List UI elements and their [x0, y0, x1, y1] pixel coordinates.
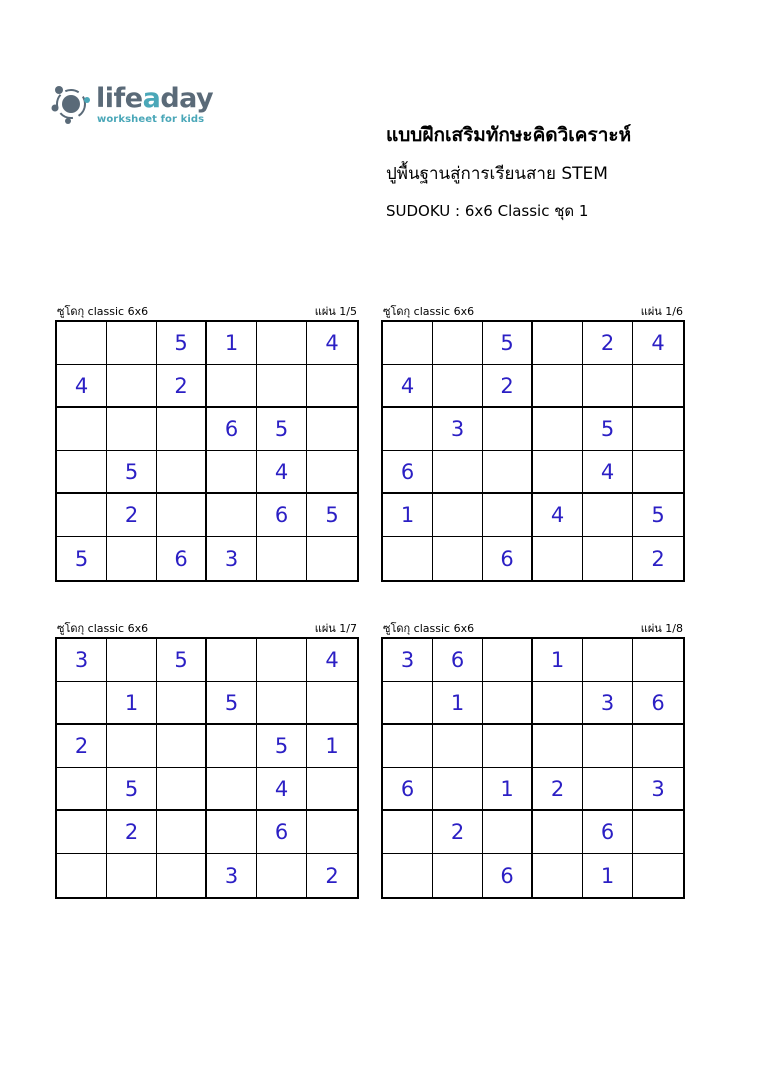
- sudoku-cell: 4: [583, 451, 633, 494]
- sudoku-cell: [433, 451, 483, 494]
- sudoku-cell: [107, 854, 157, 897]
- sudoku-cell: [433, 537, 483, 580]
- sudoku-cell: [57, 451, 107, 494]
- sudoku-cell: 6: [583, 811, 633, 854]
- sudoku-cell: [383, 854, 433, 897]
- sudoku-cell: [533, 725, 583, 768]
- sudoku-cell: [157, 854, 207, 897]
- sudoku-cell: 4: [57, 365, 107, 408]
- sudoku-cell: [583, 537, 633, 580]
- sudoku-cell: [433, 854, 483, 897]
- sudoku-cell: [433, 365, 483, 408]
- puzzle-sheet-number: แผ่น 1/5: [314, 305, 357, 318]
- sudoku-cell: 5: [257, 725, 307, 768]
- puzzle-sheet-number: แผ่น 1/7: [314, 622, 357, 635]
- sudoku-cell: [57, 768, 107, 811]
- sudoku-cell: [533, 408, 583, 451]
- sudoku-cell: [107, 322, 157, 365]
- sudoku-cell: 3: [383, 639, 433, 682]
- sudoku-cell: 6: [433, 639, 483, 682]
- sudoku-cell: [633, 854, 683, 897]
- sudoku-cell: [257, 639, 307, 682]
- sudoku-cell: [633, 451, 683, 494]
- sudoku-cell: [307, 451, 357, 494]
- sudoku-cell: 2: [433, 811, 483, 854]
- sudoku-cell: 6: [483, 537, 533, 580]
- sudoku-cell: 3: [433, 408, 483, 451]
- sudoku-cell: [433, 322, 483, 365]
- sudoku-cell: [633, 639, 683, 682]
- sudoku-cell: 2: [325, 863, 339, 888]
- sudoku-cell: [257, 322, 307, 365]
- sudoku-cell: 5: [207, 682, 257, 725]
- sudoku-cell: 2: [533, 768, 583, 811]
- sudoku-cell: 6: [157, 537, 207, 580]
- puzzle-caption: [381, 304, 684, 320]
- sudoku-cell: [533, 322, 583, 365]
- sudoku-cell: [157, 768, 207, 811]
- sudoku-cell: [383, 811, 433, 854]
- sudoku-cell: [207, 639, 257, 682]
- puzzle-label: ซูโดกุ classic 6x6: [383, 305, 475, 318]
- sudoku-cell: [483, 811, 533, 854]
- sudoku-cell: [483, 408, 533, 451]
- sudoku-cell: [207, 451, 257, 494]
- sudoku-cell: [483, 682, 533, 725]
- sudoku-cell: [257, 682, 307, 725]
- sudoku-cell: 2: [651, 546, 665, 571]
- sudoku-cell: [533, 854, 583, 897]
- logo-tagline: worksheet for kids: [97, 114, 205, 125]
- sudoku-cell: 5: [107, 451, 157, 494]
- sudoku-cell: [107, 537, 157, 580]
- sudoku-cell: [307, 365, 357, 408]
- puzzle-sheet-number: แผ่น 1/8: [640, 622, 683, 635]
- sudoku-cell: 2: [107, 811, 157, 854]
- sudoku-cell: [533, 365, 583, 408]
- sudoku-cell: [207, 768, 257, 811]
- sudoku-cell: 1: [383, 494, 433, 537]
- sudoku-cell: 3: [633, 768, 683, 811]
- sudoku-cell: [583, 639, 633, 682]
- sudoku-cell: 6: [383, 451, 433, 494]
- sudoku-cell: 6: [207, 408, 257, 451]
- sudoku-cell: [257, 365, 307, 408]
- sudoku-cell: [483, 725, 533, 768]
- molecule-logo-icon: [50, 82, 92, 124]
- sudoku-puzzle: [55, 621, 358, 899]
- sudoku-cell: [583, 725, 633, 768]
- sudoku-cell: 4: [257, 451, 307, 494]
- sudoku-cell: 1: [533, 639, 583, 682]
- sudoku-cell: [583, 365, 633, 408]
- sudoku-cell: 1: [307, 725, 357, 768]
- sudoku-cell: [307, 537, 357, 580]
- worksheet-set-label: SUDOKU : 6x6 Classic ชุด 1: [386, 202, 589, 220]
- sudoku-cell: 6: [483, 854, 533, 897]
- sudoku-cell: [57, 322, 107, 365]
- sudoku-cell: [633, 408, 683, 451]
- sudoku-cell: 1: [433, 682, 483, 725]
- sudoku-cell: [207, 725, 257, 768]
- sudoku-cell: 3: [57, 639, 107, 682]
- puzzle-label: ซูโดกุ classic 6x6: [57, 305, 149, 318]
- sudoku-cell: [583, 494, 633, 537]
- sudoku-cell: [107, 408, 157, 451]
- sudoku-cell: 2: [107, 494, 157, 537]
- sudoku-cell: 5: [157, 322, 207, 365]
- sudoku-cell: 3: [583, 682, 633, 725]
- sudoku-cell: [57, 408, 107, 451]
- puzzle-caption: [55, 621, 358, 637]
- sudoku-cell: [207, 811, 257, 854]
- sudoku-cell: [207, 494, 257, 537]
- sudoku-cell: [633, 725, 683, 768]
- sudoku-cell: 4: [257, 768, 307, 811]
- sudoku-cell: [433, 768, 483, 811]
- sudoku-cell: 5: [307, 494, 357, 537]
- sudoku-cell: 2: [583, 322, 633, 365]
- sudoku-cell: [257, 854, 307, 897]
- sudoku-cell: [483, 494, 533, 537]
- sudoku-puzzle: [381, 621, 684, 899]
- logo-wordmark: lifeaday: [96, 83, 214, 114]
- sudoku-cell: 4: [307, 639, 357, 682]
- sudoku-cell: [433, 494, 483, 537]
- worksheet-header: [386, 122, 746, 222]
- sudoku-cell: [383, 408, 433, 451]
- sudoku-puzzle: [381, 304, 684, 582]
- sudoku-cell: 5: [483, 322, 533, 365]
- sudoku-cell: 4: [633, 322, 683, 365]
- sudoku-cell: [257, 537, 307, 580]
- sudoku-cell: 5: [57, 537, 107, 580]
- sudoku-cell: 6: [257, 494, 307, 537]
- sudoku-cell: [157, 451, 207, 494]
- sudoku-cell: 2: [57, 725, 107, 768]
- sudoku-cell: 2: [157, 365, 207, 408]
- sudoku-grid: [381, 637, 685, 899]
- sudoku-cell: [533, 451, 583, 494]
- sudoku-cell: 5: [257, 408, 307, 451]
- sudoku-cell: [633, 811, 683, 854]
- sudoku-cell: 3: [207, 537, 257, 580]
- sudoku-cell: [383, 725, 433, 768]
- sudoku-cell: [483, 451, 533, 494]
- sudoku-cell: [533, 811, 583, 854]
- sudoku-cell: [157, 725, 207, 768]
- sudoku-cell: 1: [483, 768, 533, 811]
- sudoku-cell: [107, 365, 157, 408]
- sudoku-grid: [55, 637, 359, 899]
- sudoku-cell: [57, 811, 107, 854]
- sudoku-cell: 6: [633, 682, 683, 725]
- sudoku-cell: [57, 494, 107, 537]
- sudoku-cell: 1: [107, 682, 157, 725]
- puzzle-label: ซูโดกุ classic 6x6: [383, 622, 475, 635]
- sudoku-cell: [383, 537, 433, 580]
- sudoku-grid: [55, 320, 359, 582]
- sudoku-cell: [483, 639, 533, 682]
- sudoku-cell: [583, 768, 633, 811]
- lifeaday-logo: [50, 80, 220, 132]
- sudoku-cell: 4: [383, 365, 433, 408]
- sudoku-cell: [307, 408, 357, 451]
- sudoku-cell: [307, 682, 357, 725]
- puzzle-sheet-number: แผ่น 1/6: [640, 305, 683, 318]
- worksheet-title: แบบฝึกเสริมทักษะคิดวิเคราะห์: [386, 124, 632, 146]
- sudoku-cell: 4: [533, 494, 583, 537]
- sudoku-puzzle: [55, 304, 358, 582]
- sudoku-cell: [157, 408, 207, 451]
- sudoku-cell: [533, 682, 583, 725]
- sudoku-cell: 1: [583, 854, 633, 897]
- sudoku-cell: 4: [307, 322, 357, 365]
- sudoku-cell: [383, 682, 433, 725]
- sudoku-cell: [433, 725, 483, 768]
- sudoku-cell: [157, 494, 207, 537]
- puzzle-caption: [381, 621, 684, 637]
- sudoku-cell: 3: [207, 854, 257, 897]
- sudoku-cell: [633, 365, 683, 408]
- puzzle-label: ซูโดกุ classic 6x6: [57, 622, 149, 635]
- puzzle-caption: [55, 304, 358, 320]
- sudoku-cell: 6: [257, 811, 307, 854]
- sudoku-cell: [107, 725, 157, 768]
- sudoku-cell: [57, 682, 107, 725]
- worksheet-subtitle: ปูพื้นฐานสู่การเรียนสาย STEM: [386, 164, 608, 184]
- sudoku-cell: 6: [383, 768, 433, 811]
- sudoku-cell: [307, 811, 357, 854]
- sudoku-cell: [157, 811, 207, 854]
- sudoku-cell: [107, 639, 157, 682]
- sudoku-cell: 1: [207, 322, 257, 365]
- sudoku-cell: [207, 365, 257, 408]
- sudoku-cell: [383, 322, 433, 365]
- sudoku-cell: 2: [483, 365, 533, 408]
- sudoku-cell: [157, 682, 207, 725]
- sudoku-cell: [533, 537, 583, 580]
- sudoku-grid: [381, 320, 685, 582]
- sudoku-cell: [57, 854, 107, 897]
- sudoku-cell: 5: [633, 494, 683, 537]
- sudoku-cell: [307, 768, 357, 811]
- sudoku-cell: 5: [583, 408, 633, 451]
- sudoku-cell: 5: [107, 768, 157, 811]
- sudoku-cell: 5: [157, 639, 207, 682]
